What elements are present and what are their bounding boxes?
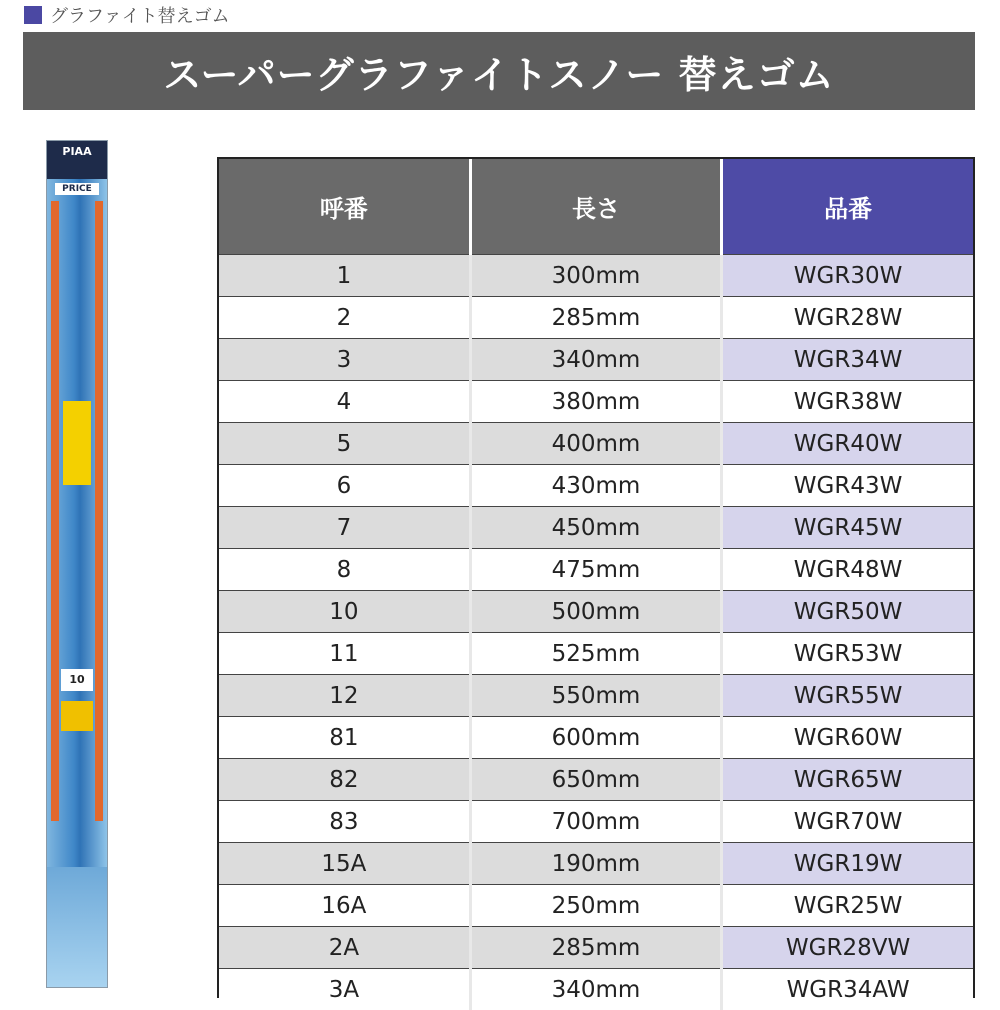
cell-part-number: WGR19W — [722, 843, 973, 885]
table-row — [219, 759, 973, 801]
cell-length: 340mm — [470, 339, 721, 381]
table-row — [219, 507, 973, 549]
cell-length: 700mm — [470, 801, 721, 843]
cell-length: 650mm — [470, 759, 721, 801]
product-package-bottom — [47, 867, 107, 987]
cell-part-number: WGR45W — [722, 507, 973, 549]
cell-part-number: WGR50W — [722, 591, 973, 633]
table-row — [219, 423, 973, 465]
header-part-number: 品番 — [722, 159, 973, 255]
cell-yobiban: 12 — [219, 675, 470, 717]
square-bullet-icon — [24, 6, 42, 24]
section-label-text: グラファイト替えゴム — [50, 2, 230, 28]
cell-part-number: WGR30W — [722, 255, 973, 297]
table-row — [219, 927, 973, 969]
warning-icon — [61, 701, 93, 731]
cell-yobiban: 2A — [219, 927, 470, 969]
table-row — [219, 465, 973, 507]
cell-length: 550mm — [470, 675, 721, 717]
cell-yobiban: 10 — [219, 591, 470, 633]
cell-length: 450mm — [470, 507, 721, 549]
cell-yobiban: 82 — [219, 759, 470, 801]
table-row — [219, 255, 973, 297]
cell-part-number: WGR43W — [722, 465, 973, 507]
cell-part-number: WGR65W — [722, 759, 973, 801]
cell-length: 300mm — [470, 255, 721, 297]
table-row — [219, 969, 973, 1010]
product-highlight-label — [63, 401, 91, 485]
cell-yobiban: 1 — [219, 255, 470, 297]
page-title: スーパーグラファイトスノー 替えゴム — [163, 44, 834, 99]
product-price-tag: PRICE — [55, 183, 99, 195]
cell-length: 525mm — [470, 633, 721, 675]
table-row — [219, 801, 973, 843]
cell-part-number: WGR25W — [722, 885, 973, 927]
table-row — [219, 297, 973, 339]
table-row — [219, 885, 973, 927]
table-row — [219, 591, 973, 633]
cell-length: 600mm — [470, 717, 721, 759]
cell-yobiban: 5 — [219, 423, 470, 465]
product-package-image — [46, 140, 108, 988]
cell-part-number: WGR53W — [722, 633, 973, 675]
cell-part-number: WGR28W — [722, 297, 973, 339]
product-brand-logo: PIAA — [47, 145, 107, 158]
cell-length: 285mm — [470, 927, 721, 969]
cell-part-number: WGR34AW — [722, 969, 973, 1010]
cell-part-number: WGR34W — [722, 339, 973, 381]
cell-length: 340mm — [470, 969, 721, 1010]
cell-part-number: WGR55W — [722, 675, 973, 717]
cell-length: 475mm — [470, 549, 721, 591]
cell-yobiban: 2 — [219, 297, 470, 339]
cell-part-number: WGR48W — [722, 549, 973, 591]
cell-part-number: WGR60W — [722, 717, 973, 759]
table-row — [219, 339, 973, 381]
cell-yobiban: 81 — [219, 717, 470, 759]
cell-yobiban: 7 — [219, 507, 470, 549]
table-row — [219, 843, 973, 885]
product-size-number: 10 — [61, 669, 93, 691]
cell-yobiban: 15A — [219, 843, 470, 885]
cell-length: 500mm — [470, 591, 721, 633]
cell-yobiban: 8 — [219, 549, 470, 591]
product-stripe-right — [95, 201, 103, 821]
cell-yobiban: 4 — [219, 381, 470, 423]
cell-yobiban: 3A — [219, 969, 470, 1010]
section-label — [24, 4, 230, 26]
table-row — [219, 633, 973, 675]
header-yobiban: 呼番 — [219, 159, 470, 255]
title-banner — [23, 32, 975, 110]
product-stripe-left — [51, 201, 59, 821]
cell-yobiban: 83 — [219, 801, 470, 843]
table-row — [219, 381, 973, 423]
cell-yobiban: 6 — [219, 465, 470, 507]
cell-part-number: WGR40W — [722, 423, 973, 465]
cell-length: 380mm — [470, 381, 721, 423]
size-table-grid — [219, 159, 973, 1010]
cell-length: 190mm — [470, 843, 721, 885]
table-row — [219, 549, 973, 591]
cell-part-number: WGR70W — [722, 801, 973, 843]
cell-yobiban: 3 — [219, 339, 470, 381]
size-table — [217, 157, 975, 998]
table-row — [219, 717, 973, 759]
cell-part-number: WGR38W — [722, 381, 973, 423]
cell-length: 400mm — [470, 423, 721, 465]
cell-length: 285mm — [470, 297, 721, 339]
header-length: 長さ — [470, 159, 721, 255]
table-row — [219, 675, 973, 717]
cell-part-number: WGR28VW — [722, 927, 973, 969]
cell-yobiban: 11 — [219, 633, 470, 675]
cell-length: 250mm — [470, 885, 721, 927]
table-header-row — [219, 159, 973, 255]
cell-length: 430mm — [470, 465, 721, 507]
cell-yobiban: 16A — [219, 885, 470, 927]
